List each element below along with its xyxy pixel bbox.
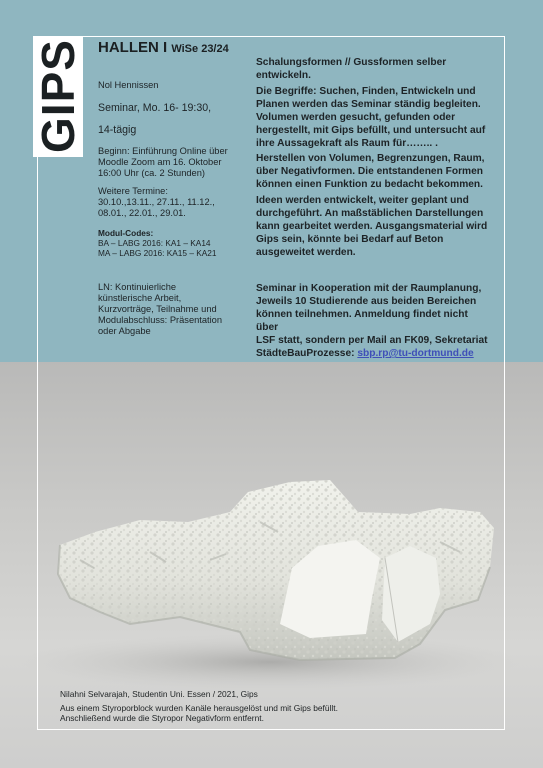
text-line: Planen werden das Seminar ständig begleiten. bbox=[256, 99, 481, 110]
text-line: Herstellen von Volumen, Begrenzungen, Raum, bbox=[256, 153, 485, 164]
text-fragment: StädteBauProzesse: bbox=[256, 348, 358, 359]
photo-description bbox=[60, 703, 338, 723]
caption-line: Anschließend wurde die Styropor Negativform entfernt. bbox=[60, 713, 264, 723]
registration-paragraph bbox=[256, 282, 492, 360]
text-line: Gips sein, könnte bei Bedarf auf Beton bbox=[256, 234, 444, 245]
seminar-rhythm: 14-tägig bbox=[98, 124, 137, 136]
ln-line: Kurzvorträge, Teilnahme und bbox=[98, 304, 217, 314]
module-line: MA – LABG 2016: KA15 – KA21 bbox=[98, 248, 217, 258]
ln-line: Modulabschluss: Präsentation bbox=[98, 315, 223, 325]
lecturer-name: Nol Hennissen bbox=[98, 80, 159, 90]
ln-line: oder Abgabe bbox=[98, 326, 151, 336]
caption-line: Aus einem Styroporblock wurden Kanäle herausgelöst und mit Gips befüllt. bbox=[60, 703, 338, 713]
text-line: Schalungsformen // Gussformen selber bbox=[256, 57, 447, 68]
method-paragraph bbox=[256, 152, 492, 191]
begin-block bbox=[98, 146, 258, 179]
text-line: Volumen werden gesucht, gefunden oder bbox=[256, 112, 456, 123]
text-line: ausgeweitet werden. bbox=[256, 247, 356, 258]
dates-line: 08.01., 22.01., 29.01. bbox=[98, 208, 186, 218]
text-line: können einen Funktion zu bedacht bekommen. bbox=[256, 179, 483, 190]
email-link[interactable]: sbp.rp@tu-dortmund.de bbox=[357, 348, 474, 359]
begin-line: 16:00 Uhr (ca. 2 Stunden) bbox=[98, 168, 205, 178]
concept-paragraph bbox=[256, 85, 492, 150]
dates-label: Weitere Termine: bbox=[98, 186, 168, 196]
text-line: Ideen werden entwickelt, weiter geplant und bbox=[256, 195, 469, 206]
seminar-time: Seminar, Mo. 16- 19:30, bbox=[98, 102, 212, 114]
semester-label: WiSe 23/24 bbox=[171, 43, 229, 55]
text-line: können teilnehmen. Anmeldung findet nicht über bbox=[256, 309, 468, 333]
ln-block bbox=[98, 282, 258, 337]
dates-block bbox=[98, 186, 258, 219]
intro-paragraph bbox=[256, 56, 492, 82]
gips-vertical-title: GIPS bbox=[32, 39, 84, 153]
ln-line: LN: Kontinuierliche bbox=[98, 282, 177, 292]
text-line: Die Begriffe: Suchen, Finden, Entwickeln und bbox=[256, 86, 476, 97]
text-line bbox=[256, 347, 492, 360]
course-title-main: HALLEN I bbox=[98, 39, 168, 56]
text-line: ihre Aussagekraft als Raum für…….. . bbox=[256, 138, 438, 149]
text-line: über Negativformen. Die entstandenen Formen bbox=[256, 166, 483, 177]
dates-line: 30.10.,13.11., 27.11., 11.12., bbox=[98, 197, 215, 207]
text-line: durchgeführt. An maßstäblichen Darstellungen bbox=[256, 208, 484, 219]
text-line: LSF statt, sondern per Mail an FK09, Sekretariat bbox=[256, 335, 488, 346]
begin-line: Beginn: Einführung Online über bbox=[98, 146, 228, 156]
modules-label: Modul-Codes: bbox=[98, 228, 154, 238]
text-line: entwickeln. bbox=[256, 70, 311, 81]
process-paragraph bbox=[256, 194, 492, 259]
modules-block bbox=[98, 228, 258, 258]
text-line: hergestellt, mit Gips befüllt, und untersucht auf bbox=[256, 125, 486, 136]
course-title bbox=[98, 39, 229, 56]
text-line: Seminar in Kooperation mit der Raumplanung, bbox=[256, 283, 482, 294]
text-line: Jeweils 10 Studierende aus beiden Bereichen bbox=[256, 296, 477, 307]
ln-line: künstlerische Arbeit, bbox=[98, 293, 182, 303]
begin-line: Moodle Zoom am 16. Oktober bbox=[98, 157, 222, 167]
text-line: kann gearbeitet werden. Ausgangsmaterial wird bbox=[256, 221, 488, 232]
module-line: BA – LABG 2016: KA1 – KA14 bbox=[98, 238, 211, 248]
photo-credit: Nilahni Selvarajah, Studentin Uni. Essen / 2021, Gips bbox=[60, 689, 258, 699]
